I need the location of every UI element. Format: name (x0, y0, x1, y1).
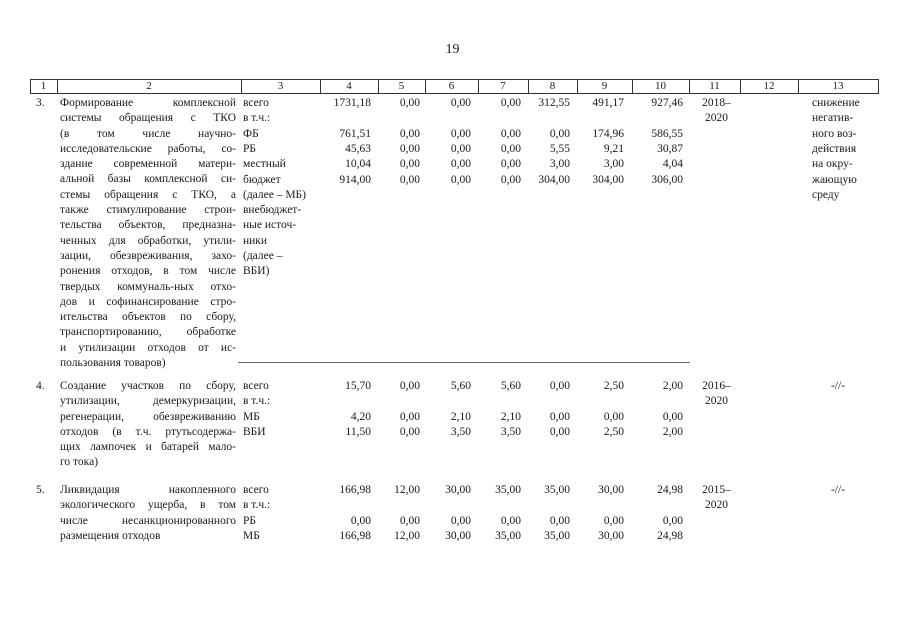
funding-source: всего (243, 380, 269, 392)
amount-cell: 5,55 (549, 142, 570, 155)
amount-cell: 3,00 (603, 158, 624, 171)
amount-cell: 3,50 (500, 425, 521, 438)
amount-cell: 30,87 (657, 142, 683, 155)
expected-result: действия (812, 142, 857, 155)
column-header: 9 (601, 80, 608, 92)
funding-source: в т.ч.: (243, 112, 271, 125)
amount-cell: 15,70 (345, 380, 371, 392)
header-bottom-rule (30, 93, 878, 94)
amount-cell: 0,00 (450, 127, 471, 140)
amount-cell: 0,00 (500, 514, 521, 527)
description-line: (в том числе научно- (60, 127, 236, 140)
amount-cell: 9,21 (603, 142, 624, 155)
expected-result: жающую (812, 173, 857, 186)
amount-cell: 0,00 (450, 514, 471, 527)
amount-cell: 35,00 (544, 529, 570, 542)
amount-cell: 0,00 (399, 425, 420, 438)
amount-cell: 12,00 (394, 484, 420, 496)
funding-source: РБ (243, 142, 256, 155)
description-line: альной базы комплексной си- (60, 173, 236, 186)
funding-source: ники (243, 234, 268, 247)
description-line: и утилизации отходов от ис- (60, 341, 236, 354)
row-description (60, 96, 236, 371)
column-header: 4 (346, 80, 352, 92)
column-header: 11 (709, 80, 720, 92)
period-years: 2020 (705, 499, 728, 512)
amount-cell: 45,63 (345, 142, 371, 155)
funding-source: МБ (243, 529, 260, 542)
description-line: ронения отходов, в том числе (60, 265, 236, 278)
row-number: 4. (36, 380, 45, 392)
amount-cell: 0,00 (399, 97, 420, 109)
amount-cell: 0,00 (500, 158, 521, 171)
description-line: здание современной матери- (60, 158, 236, 171)
amount-cell: 0,00 (549, 410, 570, 423)
amount-cell: 0,00 (662, 410, 683, 423)
amount-cell: 0,00 (603, 410, 624, 423)
funding-source: (далее – МБ) (243, 188, 306, 201)
period-years: 2018– (702, 97, 731, 109)
column-header: 2 (146, 80, 152, 92)
expected-result: снижение (812, 97, 860, 109)
description-line: ченных для обработки, утили- (60, 234, 236, 247)
period-years: 2020 (705, 395, 728, 408)
amount-cell: 0,00 (500, 142, 521, 155)
description-line: исследовательские работы, со- (60, 142, 236, 155)
column-header: 6 (448, 80, 455, 92)
amount-cell: 174,96 (592, 127, 624, 140)
description-line: Формирование комплексной (60, 97, 236, 109)
column-header: 1 (40, 80, 47, 92)
amount-cell: 4,20 (350, 410, 371, 423)
period-years: 2020 (705, 112, 728, 125)
funding-source: всего (243, 484, 269, 496)
amount-cell: 312,55 (538, 97, 570, 109)
funding-source: ВБИ (243, 425, 266, 438)
description-line: экологического ущерба, в том (60, 499, 236, 512)
expected-result: ного воз- (812, 127, 857, 140)
amount-cell: 0,00 (500, 127, 521, 140)
column-header: 7 (500, 80, 506, 92)
description-line: также стимулирование строи- (60, 204, 236, 217)
expected-result: среду (812, 188, 840, 201)
page-number: 19 (445, 42, 460, 57)
description-line: пользования товаров) (60, 357, 166, 370)
amount-cell: 0,00 (450, 142, 471, 155)
funding-source: в т.ч.: (243, 395, 271, 408)
expected-result: на окру- (812, 158, 853, 171)
amount-cell: 761,51 (339, 127, 371, 140)
description-line: тельства объектов, предназна- (60, 219, 236, 232)
amount-cell: 0,00 (450, 97, 471, 109)
amount-cell: 0,00 (549, 514, 570, 527)
amount-cell: 304,00 (538, 173, 570, 186)
amount-cell: 0,00 (603, 514, 624, 527)
description-line: размещения отходов (60, 529, 161, 542)
amount-cell: 2,50 (603, 425, 624, 438)
funding-source: всего (243, 97, 269, 109)
description-line: утилизации, демеркуризации, (60, 395, 236, 408)
amount-cell: 5,60 (450, 380, 471, 392)
amount-cell: 166,98 (339, 529, 371, 542)
period-years: 2015– (702, 484, 731, 496)
expected-result: -//- (831, 380, 846, 392)
amount-cell: 5,60 (500, 380, 521, 392)
amount-cell: 35,00 (495, 484, 521, 496)
amount-cell: 927,46 (651, 97, 683, 109)
amount-cell: 0,00 (350, 514, 371, 527)
amount-cell: 306,00 (651, 173, 683, 186)
funding-source: ФБ (243, 127, 259, 140)
description-line: щих лампочек и батарей мало- (60, 441, 236, 454)
amount-cell: 4,04 (662, 158, 683, 171)
amount-cell: 2,00 (662, 425, 683, 438)
amount-cell: 0,00 (450, 173, 471, 186)
funding-source: РБ (243, 514, 256, 527)
description-line: дов и софинансирование стро- (60, 295, 236, 308)
amount-cell: 2,10 (450, 410, 471, 423)
amount-cell: 1731,18 (333, 97, 371, 109)
amount-cell: 2,10 (500, 410, 521, 423)
amount-cell: 3,50 (450, 425, 471, 438)
amount-cell: 0,00 (399, 514, 420, 527)
amount-cell: 0,00 (500, 97, 521, 109)
amount-cell: 2,50 (603, 380, 624, 392)
amount-cell: 0,00 (399, 410, 420, 423)
amount-cell: 914,00 (339, 173, 371, 186)
amount-cell: 0,00 (500, 173, 521, 186)
amount-cell: 304,00 (592, 173, 624, 186)
amount-cell: 10,04 (345, 158, 371, 171)
description-line: отходов (в т.ч. ртутьсодержа- (60, 425, 236, 438)
funding-source: местный (243, 158, 286, 171)
description-line: ительства объектов по сбору, (60, 311, 236, 324)
amount-cell: 0,00 (450, 158, 471, 171)
amount-cell: 24,98 (657, 484, 683, 496)
column-header: 10 (655, 80, 666, 92)
amount-cell: 0,00 (399, 158, 420, 171)
column-header: 13 (832, 80, 844, 92)
amount-cell: 0,00 (399, 127, 420, 140)
amount-cell: 0,00 (399, 173, 420, 186)
period-years: 2016– (702, 380, 731, 392)
funding-source: бюджет (243, 173, 281, 186)
amount-cell: 166,98 (339, 484, 371, 496)
amount-cell: 0,00 (662, 514, 683, 527)
row-number: 5. (36, 484, 45, 496)
funding-source: (далее – (243, 250, 283, 262)
column-header: 5 (398, 80, 405, 92)
description-line: регенерации, обезвреживанию (60, 410, 236, 423)
description-line: Создание участков по сбору, (60, 380, 236, 392)
amount-cell: 30,00 (598, 529, 624, 542)
row-description (60, 483, 236, 544)
amount-cell: 586,55 (651, 127, 683, 140)
header-column-divider (878, 79, 879, 94)
amount-cell: 30,00 (445, 529, 471, 542)
amount-cell: 0,00 (399, 380, 420, 392)
funding-source: ВБИ) (243, 265, 270, 278)
description-line: Ликвидация накопленного (60, 484, 236, 496)
funding-source: внебюджет- (243, 204, 302, 217)
description-line: системы обращения с ТКО (60, 112, 236, 125)
funding-source: ные источ- (243, 219, 297, 232)
column-header: 3 (277, 80, 284, 92)
amount-cell: 12,00 (394, 529, 420, 542)
amount-cell: 3,00 (549, 158, 570, 171)
description-line: стемы обращения с ТКО, а (60, 188, 236, 201)
funding-source: в т.ч.: (243, 499, 271, 512)
amount-cell: 0,00 (549, 425, 570, 438)
amount-cell: 30,00 (598, 484, 624, 496)
amount-cell: 2,00 (662, 380, 683, 392)
row-separator (238, 362, 690, 363)
expected-result: негатив- (812, 112, 854, 125)
row-description (60, 379, 236, 471)
description-line: го тока) (60, 456, 99, 469)
description-line: числе несанкционированного (60, 514, 236, 527)
amount-cell: 30,00 (445, 484, 471, 496)
amount-cell: 0,00 (549, 127, 570, 140)
amount-cell: 11,50 (345, 425, 371, 438)
description-line: транспортированию, обработке (60, 326, 236, 339)
row-number: 3. (36, 97, 45, 109)
amount-cell: 0,00 (549, 380, 570, 392)
amount-cell: 35,00 (495, 529, 521, 542)
amount-cell: 491,17 (592, 97, 624, 109)
description-line: твердых коммуналь-ных отхо- (60, 280, 236, 293)
column-header: 8 (549, 80, 556, 92)
funding-source: МБ (243, 410, 260, 423)
amount-cell: 24,98 (657, 529, 683, 542)
column-header: 12 (763, 80, 775, 92)
description-line: зации, обезвреживания, захо- (60, 249, 236, 262)
amount-cell: 0,00 (399, 142, 420, 155)
amount-cell: 35,00 (544, 484, 570, 496)
expected-result: -//- (831, 484, 846, 496)
